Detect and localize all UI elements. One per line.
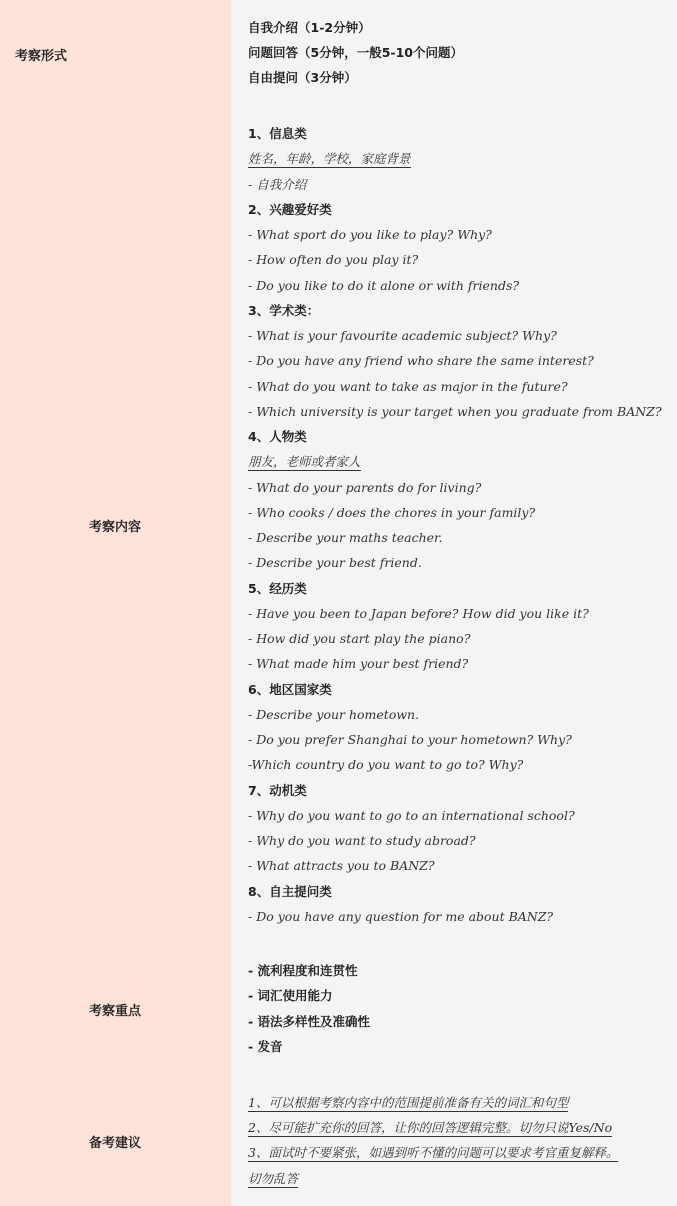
header-focus: 考察重点 <box>89 1004 142 1019</box>
category-title: 3、学术类： <box>248 302 320 318</box>
content-category <box>248 428 307 446</box>
subtitle-text: 姓名，年龄，学校，家庭背景 <box>248 151 411 167</box>
content-question <box>248 378 568 396</box>
content-subtitle <box>248 150 411 168</box>
question-text: - How often do you play it? <box>248 252 419 268</box>
content-question <box>248 630 470 648</box>
content-question <box>248 176 306 194</box>
category-title: 2、兴趣爱好类 <box>248 201 332 217</box>
content-question <box>248 251 418 269</box>
form-line: 问题回答（5分钟，一般5-10个问题） <box>248 45 463 60</box>
content-category <box>248 201 332 219</box>
advice-item: 切勿乱答 <box>248 1171 299 1186</box>
question-text: - Describe your maths teacher. <box>248 530 443 545</box>
content-question <box>248 554 422 572</box>
advice-item: 1、可以根据考察内容中的范围提前准备有关的词汇和句型 <box>248 1095 569 1110</box>
category-title: 7、动机类 <box>248 782 307 798</box>
category-title: 1、信息类 <box>248 126 307 141</box>
question-text: - Describe your best friend. <box>248 555 422 571</box>
content-category <box>248 580 307 598</box>
category-title: 8、自主提问类 <box>248 883 332 899</box>
content-question <box>248 655 468 673</box>
content-question <box>248 605 589 623</box>
subtitle-text: 朋友，老师或者家人 <box>248 454 361 470</box>
form-line: 自我介绍（1-2分钟） <box>248 20 371 35</box>
content-question <box>248 327 557 345</box>
content-category <box>248 782 307 800</box>
focus-item: - 词汇使用能力 <box>248 988 333 1003</box>
header-form: 考察形式 <box>15 49 68 64</box>
content-question <box>248 277 519 295</box>
question-text: - Who cooks / does the chores in your family? <box>248 504 536 520</box>
content-category <box>248 302 319 320</box>
question-text: - What sport do you like to play? Why? <box>248 227 492 242</box>
form-line: 自由提问（3分钟） <box>248 70 357 85</box>
header-column <box>0 0 231 1206</box>
question-text: - Do you have any friend who share the same interest? <box>248 353 594 369</box>
content-question <box>248 832 476 850</box>
content-question <box>248 226 492 244</box>
question-text: - Do you like to do it alone or with friends? <box>248 277 520 293</box>
content-question <box>248 731 572 749</box>
content-category <box>248 883 332 901</box>
category-title: 5、经历类 <box>248 580 307 596</box>
question-text: - Why do you want to go to an international school? <box>248 807 575 823</box>
content-question <box>248 479 481 497</box>
question-text: - How did you start play the piano? <box>248 631 471 646</box>
focus-item: - 发音 <box>248 1039 283 1054</box>
question-text: - 自我介绍 <box>248 176 307 192</box>
advice-item: 3、面试时不要紧张，如遇到听不懂的问题可以要求考官重复解释。 <box>248 1145 619 1160</box>
question-text: - What attracts you to BANZ? <box>248 858 435 874</box>
content-subtitle <box>248 453 361 471</box>
content-question <box>248 706 419 724</box>
category-title: 6、地区国家类 <box>248 681 332 697</box>
content-question <box>248 403 662 421</box>
content-question <box>248 352 594 370</box>
focus-item: - 语法多样性及准确性 <box>248 1014 371 1029</box>
content-question <box>248 529 443 547</box>
question-text: -Which country do you want to go to? Why? <box>248 757 524 773</box>
question-text: - Do you have any question for me about BANZ? <box>248 908 554 924</box>
content-question <box>248 908 553 926</box>
content-category <box>248 125 307 143</box>
header-advice: 备考建议 <box>89 1136 142 1151</box>
question-text: - Do you prefer Shanghai to your hometown? Why? <box>248 732 572 747</box>
content-category <box>248 681 332 699</box>
question-text: - What is your favourite academic subject? Why? <box>248 328 557 343</box>
advice-item: 2、尽可能扩充你的回答，让你的回答逻辑完整。切勿只说Yes/No <box>248 1120 613 1135</box>
content-question <box>248 756 523 774</box>
focus-item: - 流利程度和连贯性 <box>248 963 358 978</box>
question-text: - What do your parents do for living? <box>248 479 482 495</box>
content-question <box>248 504 535 522</box>
category-title: 4、人物类 <box>248 429 307 444</box>
question-text: - Describe your hometown. <box>248 706 420 722</box>
question-text: - Why do you want to study abroad? <box>248 833 476 848</box>
question-text: - Which university is your target when you graduate from BANZ? <box>248 403 662 419</box>
question-text: - Have you been to Japan before? How did you like it? <box>248 605 589 621</box>
question-text: - What made him your best friend? <box>248 656 469 672</box>
content-question <box>248 807 575 825</box>
content-question <box>248 857 435 875</box>
header-content: 考察内容 <box>89 520 142 535</box>
question-text: - What do you want to take as major in the future? <box>248 378 568 394</box>
